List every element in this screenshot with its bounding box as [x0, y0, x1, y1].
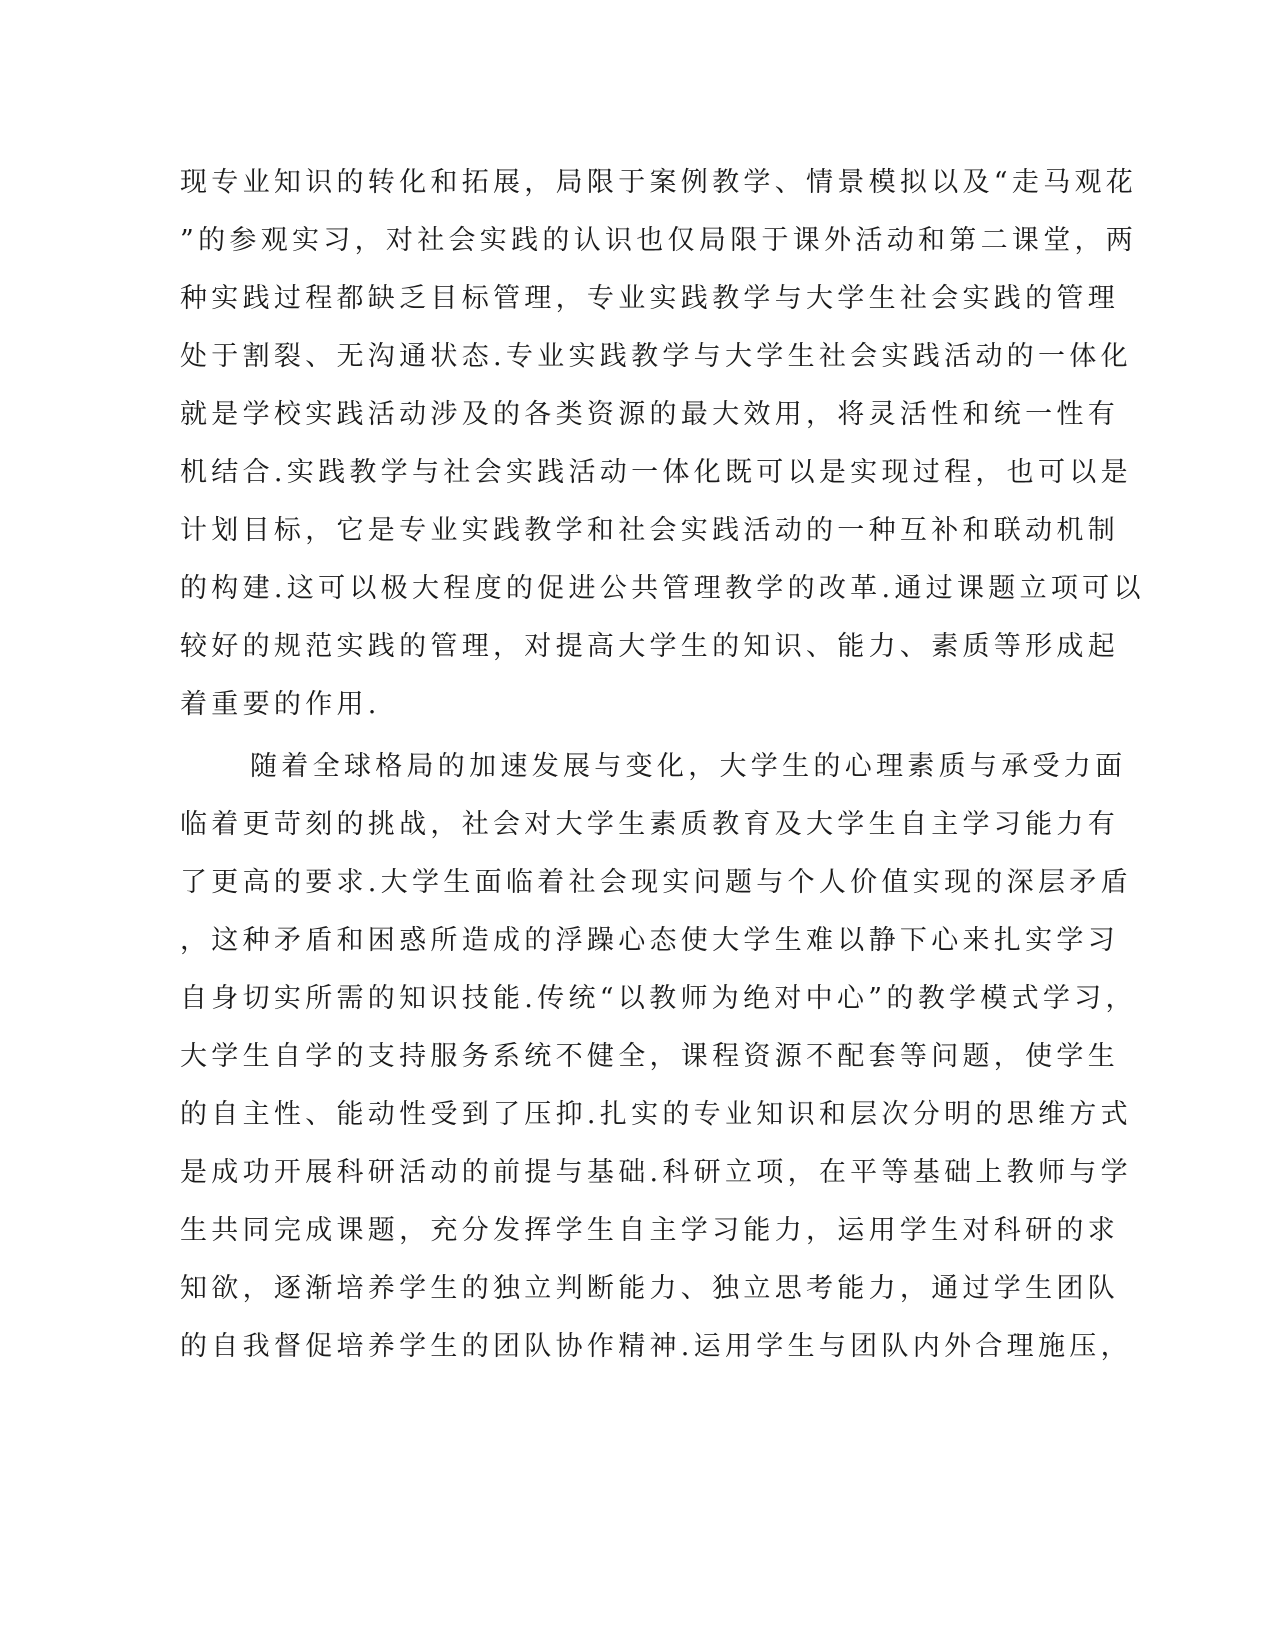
paragraph-2-line-8: 是成功开展科研活动的前提与基础.科研立项，在平等基础上教师与学: [180, 1157, 1132, 1188]
paragraph-2-line-5: 自身切实所需的知识技能.传统“以教师为绝对中心”的教学模式学习，: [180, 983, 1137, 1014]
paragraph-2-line-11: 的自我督促培养学生的团队协作精神.运用学生与团队内外合理施压，: [180, 1331, 1132, 1362]
paragraph-1-line-9: 较好的规范实践的管理，对提高大学生的知识、能力、素质等形成起: [180, 631, 1119, 662]
paragraph-1-line-1: 现专业知识的转化和拓展，局限于案例教学、情景模拟以及“走马观花: [180, 167, 1138, 198]
paragraph-2-line-9: 生共同完成课题，充分发挥学生自主学习能力，运用学生对科研的求: [180, 1215, 1119, 1246]
paragraph-2-line-1: 随着全球格局的加速发展与变化，大学生的心理素质与承受力面: [250, 751, 1127, 782]
paragraph-2-line-4: ，这种矛盾和困惑所造成的浮躁心态使大学生难以静下心来扎实学习: [180, 925, 1119, 956]
paragraph-2-line-6: 大学生自学的支持服务系统不健全，课程资源不配套等问题，使学生: [180, 1041, 1119, 1072]
paragraph-2-line-10: 知欲，逐渐培养学生的独立判断能力、独立思考能力，通过学生团队: [180, 1273, 1119, 1304]
paragraph-2-line-7: 的自主性、能动性受到了压抑.扎实的专业知识和层次分明的思维方式: [180, 1099, 1132, 1130]
paragraph-1-line-7: 计划目标，它是专业实践教学和社会实践活动的一种互补和联动机制: [180, 515, 1119, 546]
paragraph-1-line-8: 的构建.这可以极大程度的促进公共管理教学的改革.通过课题立项可以: [180, 573, 1145, 604]
paragraph-2-line-3: 了更高的要求.大学生面临着社会现实问题与个人价值实现的深层矛盾: [180, 867, 1132, 898]
paragraph-1-line-4: 处于割裂、无沟通状态.专业实践教学与大学生社会实践活动的一体化: [180, 341, 1132, 372]
paragraph-1-line-10: 着重要的作用.: [180, 689, 381, 720]
paragraph-1-line-6: 机结合.实践教学与社会实践活动一体化既可以是实现过程，也可以是: [180, 457, 1132, 488]
paragraph-2-line-2: 临着更苛刻的挑战，社会对大学生素质教育及大学生自主学习能力有: [180, 809, 1119, 840]
paragraph-1-line-5: 就是学校实践活动涉及的各类资源的最大效用，将灵活性和统一性有: [180, 399, 1119, 430]
paragraph-1-line-3: 种实践过程都缺乏目标管理，专业实践教学与大学生社会实践的管理: [180, 283, 1119, 314]
paragraph-1-line-2: ”的参观实习，对社会实践的认识也仅局限于课外活动和第二课堂，两: [180, 225, 1138, 256]
